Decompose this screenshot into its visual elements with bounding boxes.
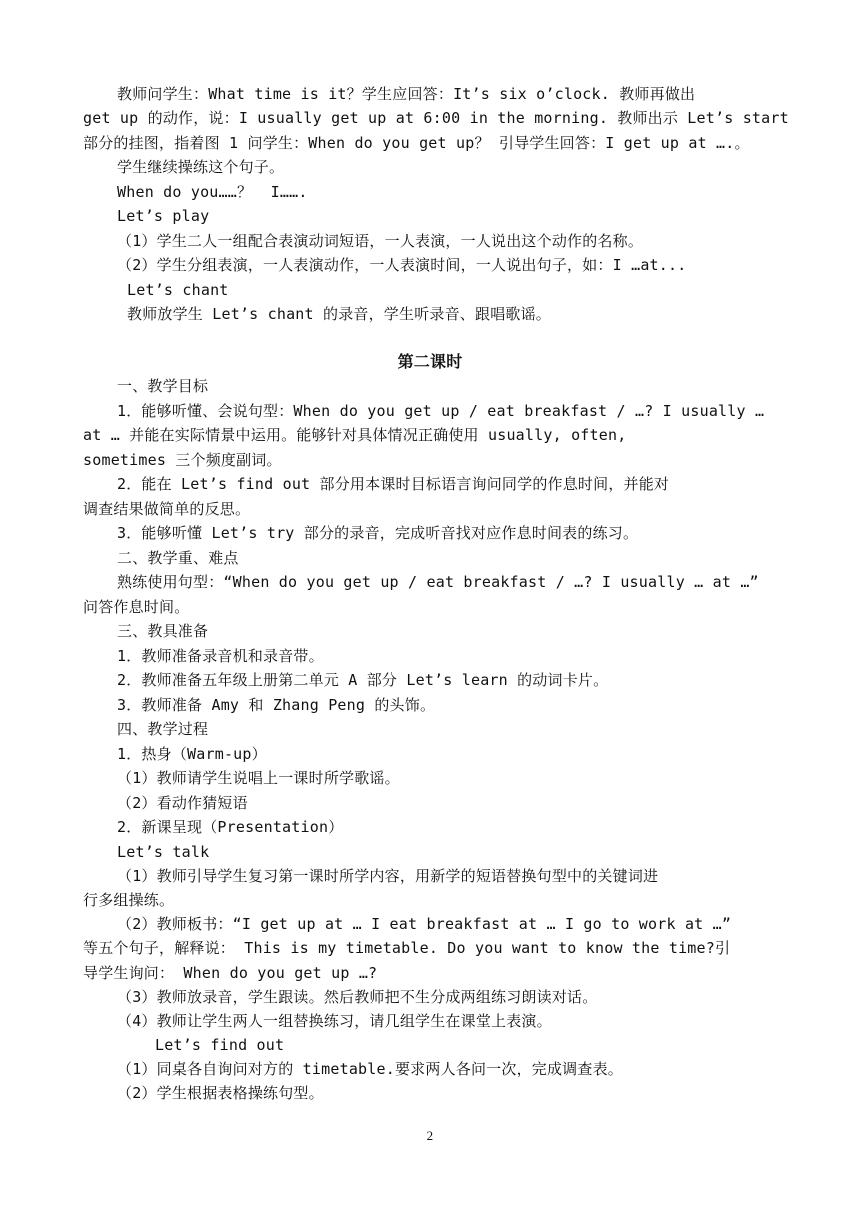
paragraph-line: （3）教师放录音，学生跟读。然后教师把不生分成两组练习朗读对话。 [117,988,598,1006]
heading-line: 二、教学重、难点 [117,549,239,567]
paragraph-line: Let’s play [117,207,210,225]
paragraph-line: 教师问学生：What time is it？学生应回答：It’s six o’clock. 教师再做出 [117,85,696,103]
page-number: 2 [426,1128,434,1143]
paragraph-line: 3．能够听懂 Let’s try 部分的录音，完成听音找对应作息时间表的练习。 [117,524,639,542]
paragraph-line: （1）学生二人一组配合表演动词短语，一人表演，一人说出这个动作的名称。 [117,232,644,250]
paragraph-line: 调查结果做简单的反思。 [83,500,251,518]
paragraph-line: 2．能在 Let’s find out 部分用本课时目标语言询问同学的作息时间，并能对 [117,475,670,493]
paragraph-line: get up 的动作，说：I usually get up at 6:00 in the morning. 教师出示 Let’s start [83,109,789,127]
paragraph-line: Let’s talk [117,843,210,861]
paragraph-line: （1）教师引导学生复习第一课时所学内容，用新学的短语替换句型中的关键词进 [117,867,659,885]
paragraph-line: 教师放学生 Let’s chant 的录音，学生听录音、跟唱歌谣。 [127,305,552,323]
heading-line: 三、教具准备 [117,622,209,640]
paragraph-line: 熟练使用句型：“When do you get up / eat breakfast / …? I usually … at …” [117,573,759,591]
paragraph-line: 等五个句子，解释说： This is my timetable. Do you want to know the time?引 [83,939,731,957]
heading-line: 一、教学目标 [117,377,209,395]
paragraph-line: （2）学生分组表演，一人表演动作，一人表演时间，一人说出句子，如：I …at... [117,256,687,274]
paragraph-line: at … 并能在实际情景中运用。能够针对具体情况正确使用 usually, often, [83,426,627,444]
paragraph-line: 问答作息时间。 [83,598,190,616]
paragraph-line: （2）学生根据表格操练句型。 [117,1084,324,1102]
paragraph-line: 3．教师准备 Amy 和 Zhang Peng 的头饰。 [117,696,436,714]
paragraph-line: sometimes 三个频度副词。 [83,451,282,469]
paragraph-line: （2）看动作猜短语 [117,794,248,812]
paragraph-line: 1．热身（Warm-up） [117,745,267,763]
paragraph-line: When do you……？ I……. [117,183,308,201]
paragraph-line: 2．教师准备五年级上册第二单元 A 部分 Let’s learn 的动词卡片。 [117,671,609,689]
paragraph-line: （1）教师请学生说唱上一课时所学歌谣。 [117,769,400,787]
paragraph-line: 部分的挂图，指着图 1 问学生：When do you get up？ 引导学生回答：I get up at ….。 [83,134,750,152]
paragraph-line: 行多组操练。 [83,891,175,909]
paragraph-line: 1．能够听懂、会说句型：When do you get up / eat breakfast / …? I usually … [117,402,765,420]
section-title: 第二课时 [397,352,463,371]
paragraph-line: 1．教师准备录音机和录音带。 [117,647,324,665]
paragraph-line: （2）教师板书：“I get up at … I eat breakfast at … I go to work at …” [117,915,732,933]
paragraph-line: Let’s find out [155,1036,285,1054]
paragraph-line: 2．新课呈现（Presentation） [117,818,344,836]
heading-line: 四、教学过程 [117,720,209,738]
paragraph-line: 导学生询问： When do you get up …? [83,964,378,982]
paragraph-line: （1）同桌各自询问对方的 timetable.要求两人各问一次，完成调查表。 [117,1060,623,1078]
paragraph-line: （4）教师让学生两人一组替换练习，请几组学生在课堂上表演。 [117,1012,552,1030]
paragraph-line: Let’s chant [127,281,229,299]
paragraph-line: 学生继续操练这个句子。 [117,158,285,176]
